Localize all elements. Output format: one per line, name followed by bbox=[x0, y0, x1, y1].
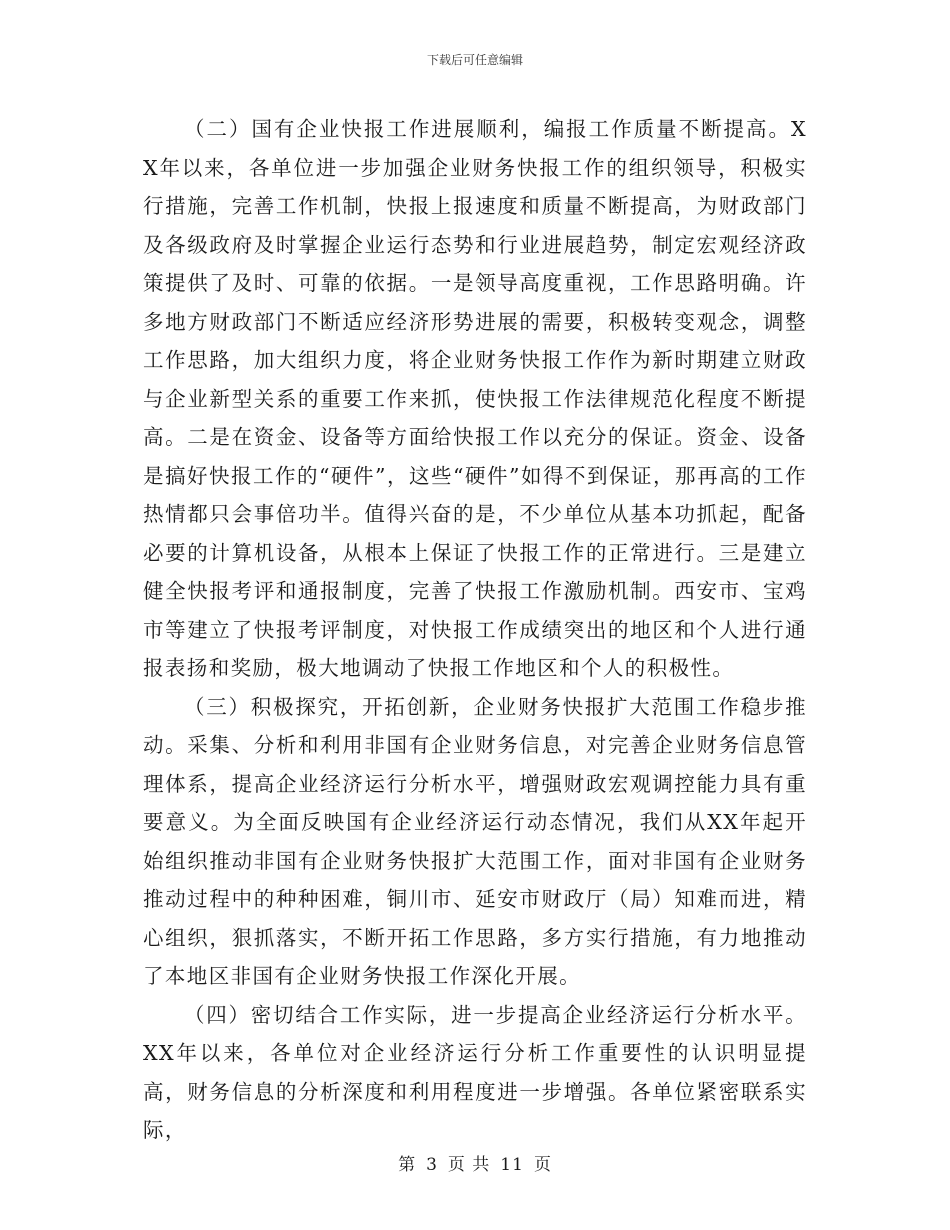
page-header bbox=[0, 52, 950, 68]
paragraph-4: （四）密切结合工作实际，进一步提高企业经济运行分析水平。XX年以来，各单位对企业经济运行分析工作重要性的认识明显提高，财务信息的分析深度和利用程度进一步增强。各单位紧密联系实际， bbox=[143, 1002, 807, 1142]
footer-suffix: 页 bbox=[533, 1155, 552, 1175]
footer-total-pages: 11 bbox=[500, 1155, 524, 1175]
footer-page-number: 3 bbox=[426, 1155, 438, 1175]
paragraph-2: （二）国有企业快报工作进展顺利，编报工作质量不断提高。XX年以来，各单位进一步加强企业财务快报工作的组织领导，积极实行措施，完善工作机制，快报上报速度和质量不断提高，为财政部门及各级政府及时掌握企业运行态势和行业进展趋势，制定宏观经济政策提供了及时、可靠的依据。一是领导高度重视，工作思路明确。许多地方财政部门不断适应经济形势进展的需要，积极转变观念，调整工作思路，加大组织力度，将企业财务快报工作作为新时期建立财政与企业新型关系的重要工作来抓，使快报工作法律规范化程度不断提高。二是在资金、设备等方面给快报工作以充分的保证。资金、设备是搞好快报工作的“硬件”，这些“硬件”如得不到保证，那再高的工作热情都只会事倍功半。值得兴奋的是，不少单位从基本功抓起，配备必要的计算机设备，从根本上保证了快报工作的正常进行。三是建立健全快报考评和通报制度，完善了快报工作激励机制。西安市、宝鸡市等建立了快报考评制度，对快报工作成绩突出的地区和个人进行通报表扬和奖励，极大地调动了快报工作地区和个人的积极性。 bbox=[143, 117, 807, 680]
header-note: 下载后可任意编辑 bbox=[426, 53, 523, 67]
paragraph-3: （三）积极探究，开拓创新，企业财务快报扩大范围工作稳步推动。采集、分析和利用非国有企业财务信息，对完善企业财务信息管理体系，提高企业经济运行分析水平，增强财政宏观调控能力具有重要意义。为全面反映国有企业经济运行动态情况，我们从XX年起开始组织推动非国有企业财务快报扩大范围工作，面对非国有企业财务推动过程中的种种困难，铜川市、延安市财政厅（局）知难而进，精心组织，狠抓落实，不断开拓工作思路，多方实行措施，有力地推动了本地区非国有企业财务快报工作深化开展。 bbox=[143, 694, 807, 988]
page-footer bbox=[0, 1154, 950, 1176]
document-body bbox=[143, 110, 807, 1150]
footer-middle: 页 共 bbox=[447, 1155, 491, 1175]
footer-prefix: 第 bbox=[398, 1155, 417, 1175]
